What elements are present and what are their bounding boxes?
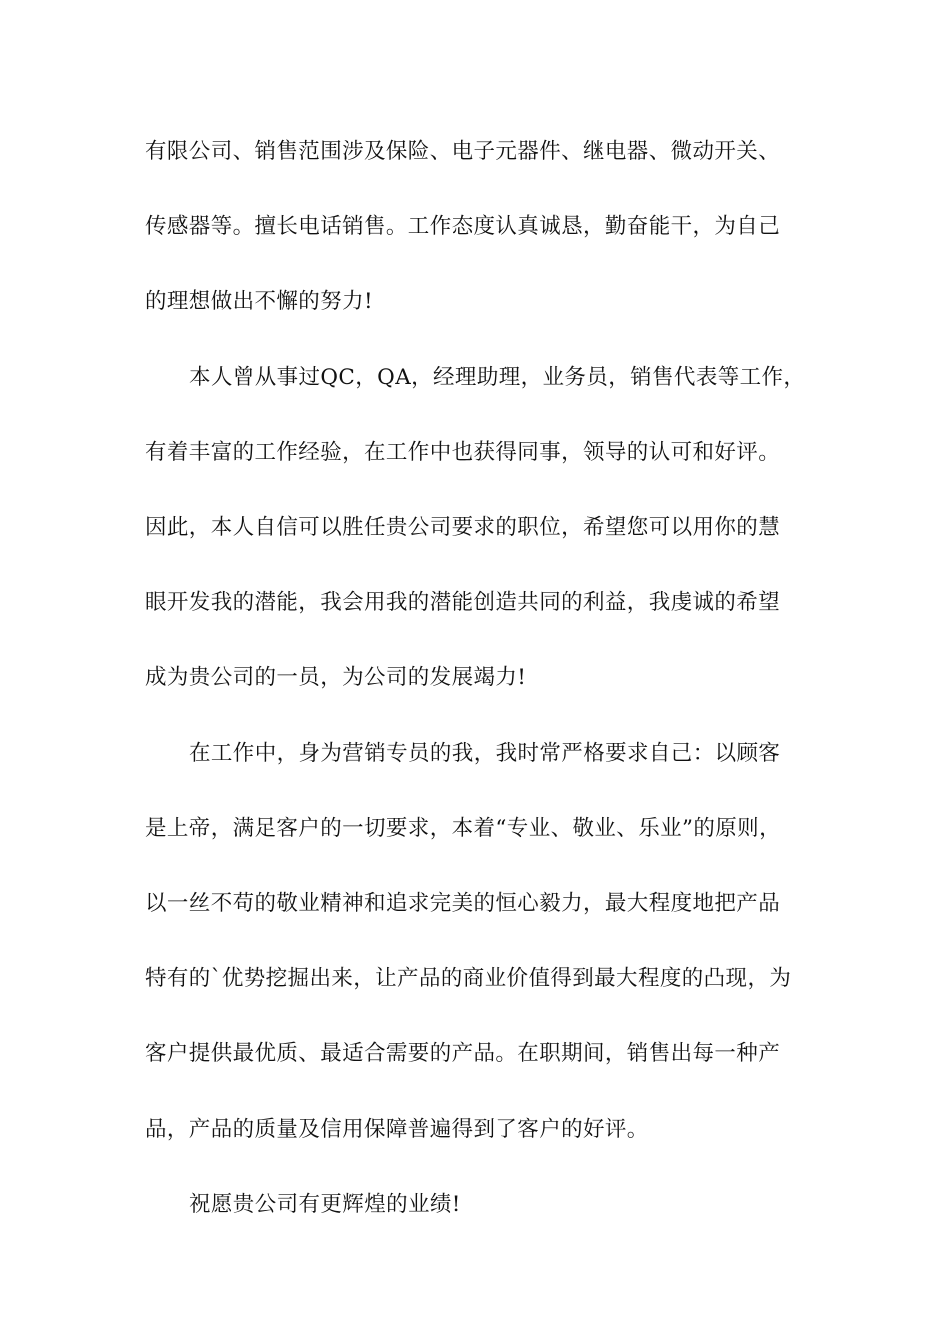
text-line: 品，产品的质量及信用保障普遍得到了客户的好评。 (145, 1117, 649, 1142)
text-line: 有限公司、销售范围涉及保险、电子元器件、继电器、微动开关、 (145, 139, 781, 164)
closing-line: 祝愿贵公司有更辉煌的业绩! (189, 1192, 461, 1217)
text-line: 眼开发我的潜能，我会用我的潜能创造共同的利益，我虔诚的希望 (145, 590, 781, 615)
text-line: 以一丝不苟的敬业精神和追求完美的恒心毅力，最大程度地把产品 (145, 891, 781, 916)
text-line: 传感器等。擅长电话销售。工作态度认真诚恳，勤奋能干，为自己 (145, 214, 781, 239)
paragraph-first-line: 本人曾从事过QC，QA，经理助理，业务员，销售代表等工作， (189, 365, 806, 390)
text-line: 的理想做出不懈的努力! (145, 289, 374, 314)
text-line: 有着丰富的工作经验，在工作中也获得同事，领导的认可和好评。 (145, 440, 781, 465)
paragraph-first-line: 在工作中，身为营销专员的我，我时常严格要求自己：以顾客 (189, 741, 781, 766)
text-line: 成为贵公司的一员，为公司的发展竭力! (145, 665, 527, 690)
text-line: 特有的`优势挖掘出来，让产品的商业价值得到最大程度的凸现，为 (145, 966, 792, 991)
text-line: 是上帝，满足客户的一切要求，本着“专业、敬业、乐业”的原则， (145, 816, 781, 841)
text-line: 客户提供最优质、最适合需要的产品。在职期间，销售出每一种产 (145, 1041, 781, 1066)
text-line: 因此，本人自信可以胜任贵公司要求的职位，希望您可以用你的慧 (145, 515, 781, 540)
